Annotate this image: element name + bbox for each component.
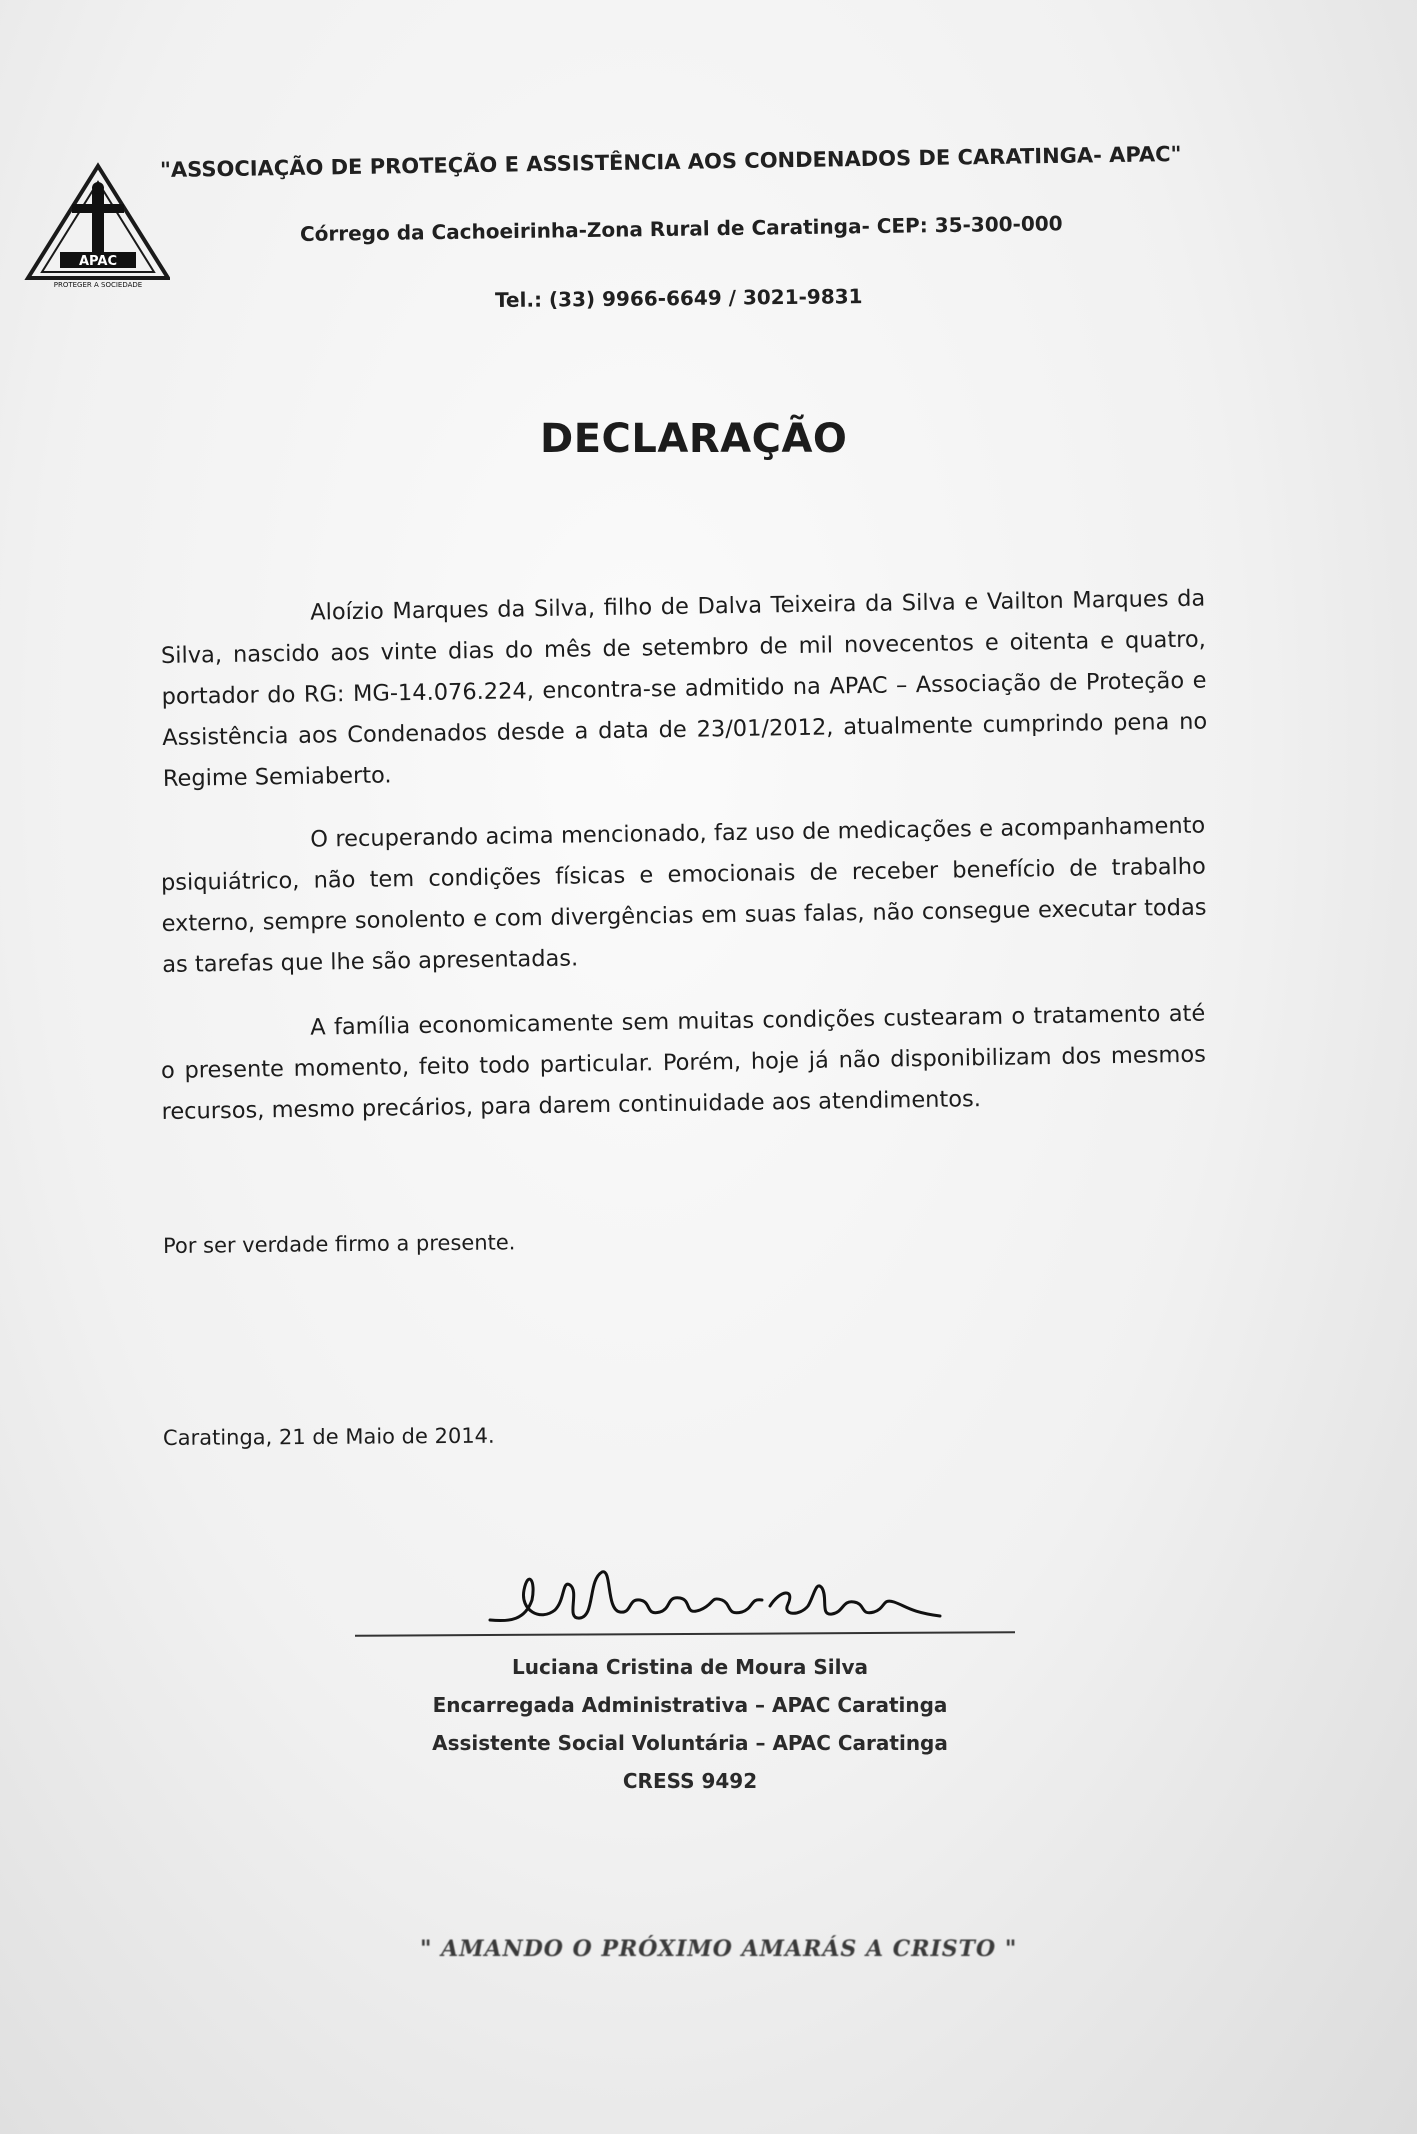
closing-statement: Por ser verdade firmo a presente. — [162, 1230, 516, 1258]
signer-name: Luciana Cristina de Moura Silva — [512, 1655, 868, 1679]
organization-phone: Tel.: (33) 9966-6649 / 3021-9831 — [494, 284, 863, 312]
signer-role-1: Encarregada Administrativa – APAC Caratinga — [432, 1693, 948, 1717]
signature-block — [330, 1648, 1050, 1800]
signer-role-2: Assistente Social Voluntária – APAC Caratinga — [432, 1731, 948, 1755]
organization-name: "ASSOCIAÇÃO DE PROTEÇÃO E ASSISTÊNCIA AOS CONDENADOS DE CARATINGA- APAC" — [159, 141, 1182, 182]
logo-apac-text: APAC — [79, 254, 117, 269]
body-paragraph-3: A família economicamente sem muitas condições custearam o tratamento até o presente momento, feito todo particular. Porém, hoje já não disponibilizam dos mesmos recursos, mesmo precários, para darem continuidade aos atendimentos. — [160, 1000, 1207, 1125]
organization-address: Córrego da Cachoeirinha-Zona Rural de Caratinga- CEP: 35-300-000 — [299, 211, 1063, 246]
logo-motto-text: PROTEGER A SOCIEDADE — [53, 281, 143, 289]
signer-registration: CRESS 9492 — [622, 1769, 758, 1793]
apac-logo-icon — [20, 160, 170, 290]
footer-motto: " AMANDO O PRÓXIMO AMARÁS A CRISTO " — [420, 1936, 1018, 1962]
place-and-date: Caratinga, 21 de Maio de 2014. — [162, 1423, 495, 1450]
document-title: DECLARAÇÃO — [540, 416, 848, 462]
body-paragraph-1: Aloízio Marques da Silva, filho de Dalva Teixeira da Silva e Vailton Marques da Silva, nascido aos vinte dias do mês de setembro de mil novecentos e oitenta e quatro, portador do RG: MG-14.076.224, encontra-se admitido na APAC – Associação de Proteção e Assistência aos Condenados desde a data de 23/01/2012, atualmente cumprindo pena no Regime Semiaberto. — [160, 585, 1208, 792]
body-paragraph-2: O recuperando acima mencionado, faz uso de medicações e acompanhamento psiquiátrico, não tem condições físicas e emocionais de receber benefício de trabalho externo, sempre sonolento e com divergências em suas falas, não consegue executar todas as tarefas que lhe são apresentadas. — [160, 812, 1207, 978]
